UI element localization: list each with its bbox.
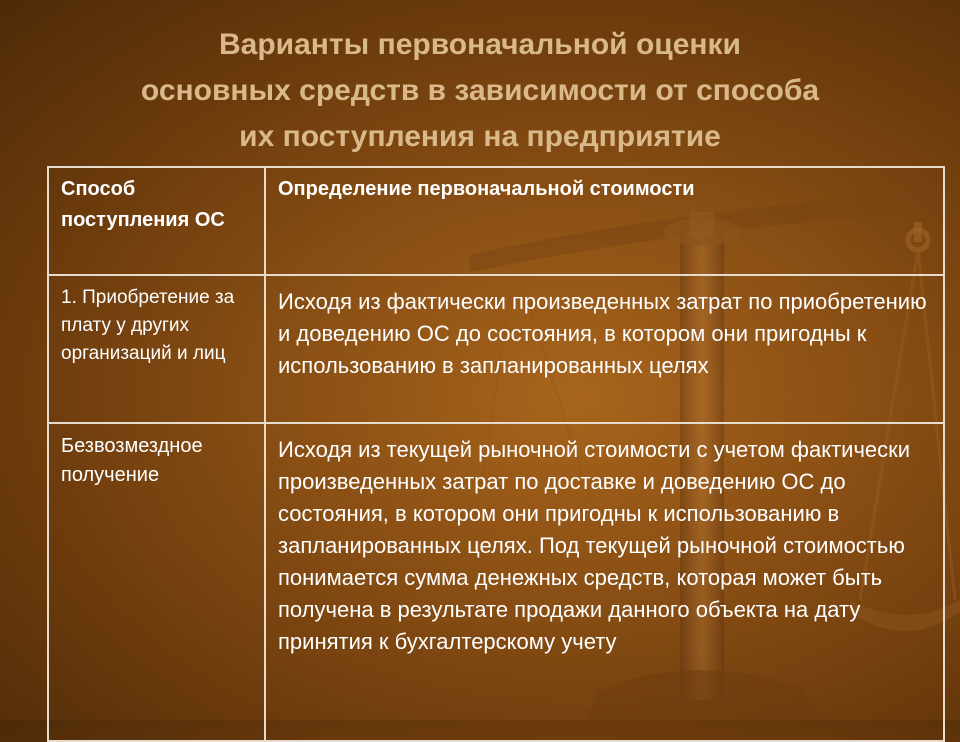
column-header-method: Способ поступления ОС <box>48 167 265 275</box>
cell-definition: Исходя из текущей рыночной стоимости с учетом фактически произведенных затрат по доставке и доведению ОС до состояния, в котором они пригодны к использованию в запланированных целях. Под текущей рыночной стоимостью понимается сумма денежных средств, которая может быть получена в результате продажи данного объекта на дату принятия к бухгалтерскому учету <box>265 423 944 741</box>
cell-definition: Исходя из фактически произведенных затрат по приобретению и доведению ОС до состояния, в котором они пригодны к использованию в запланированных целях <box>265 275 944 423</box>
cell-method: 1. Приобретение за плату у других организаций и лиц <box>48 275 265 423</box>
slide-title-line: основных средств в зависимости от способа <box>140 74 820 107</box>
table-header-row <box>48 167 944 275</box>
cell-method: Безвозмездное получение <box>48 423 265 741</box>
slide-title-line: их поступления на предприятие <box>239 120 721 153</box>
slide-title <box>0 22 960 160</box>
valuation-table <box>47 166 945 742</box>
column-header-definition: Определение первоначальной стоимости <box>265 167 944 275</box>
table-row <box>48 275 944 423</box>
table-row <box>48 423 944 741</box>
slide-title-line: Варианты первоначальной оценки <box>219 28 741 61</box>
